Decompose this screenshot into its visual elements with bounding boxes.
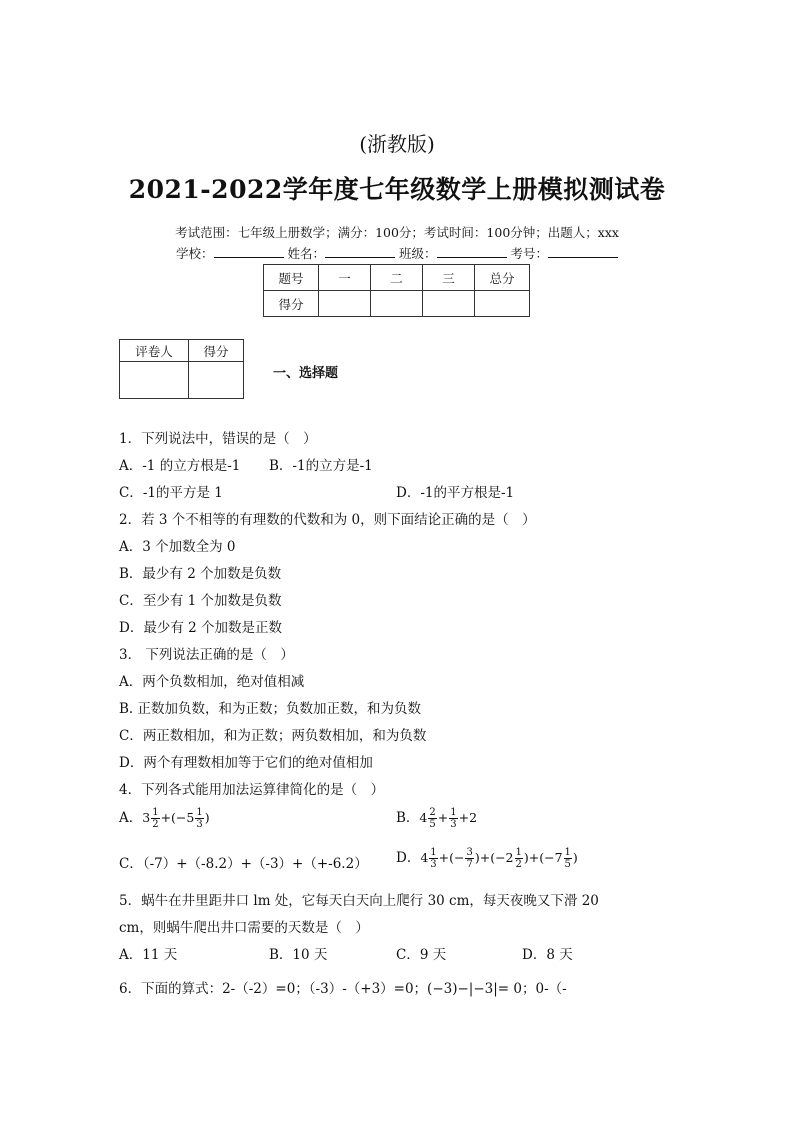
fraction: $\frac{1}{3}$	[430, 847, 437, 870]
option-a: A．3 个加数全为 0	[119, 539, 236, 555]
option-b: B．最少有 2 个加数是负数	[119, 566, 282, 582]
class-label: 班级：	[398, 246, 437, 261]
option-b: B. 正数加负数，和为正数；负数加正数，和为负数	[119, 701, 422, 717]
fraction: $\frac{1}{2}$	[515, 847, 522, 870]
score-header-cell: 三	[423, 265, 475, 291]
review-cell	[189, 362, 244, 399]
fraction: $\frac{1}{2}$	[152, 807, 159, 830]
option-d: D．最少有 2 个加数是正数	[119, 620, 282, 636]
section-title: 一、选择题	[273, 366, 339, 381]
math-expression: 4 $\frac{2}{5}$ + $\frac{1}{3}$ +2	[419, 807, 478, 830]
option-c: C．9 天	[396, 947, 447, 963]
math-expression: 4 $\frac{1}{3}$ +(− $\frac{3}{7}$ )+(−2 $\frac{1}{2}$ )+(−7 $\frac{1}{5}$ )	[420, 847, 578, 870]
review-header-cell: 评卷人	[120, 340, 189, 362]
exam-number-label: 考号：	[510, 246, 548, 261]
option-label: A．	[119, 810, 143, 826]
option-d: D．-1的平方根是-1	[396, 485, 515, 501]
option-b: B．-1的立方是-1	[269, 458, 373, 474]
score-cell	[371, 291, 423, 317]
question-stem: 2．若 3 个不相等的有理数的代数和为 0，则下面结论正确的是（ ）	[119, 512, 536, 528]
option-d: D．两个有理数相加等于它们的绝对值相加	[119, 755, 373, 771]
score-header-cell: 二	[371, 265, 423, 291]
option-b	[396, 806, 477, 830]
review-header-cell: 得分	[189, 340, 244, 362]
score-header-cell: 一	[319, 265, 371, 291]
name-blank	[325, 245, 395, 258]
fraction: $\frac{1}{5}$	[564, 847, 571, 870]
name-label: 姓名：	[287, 246, 325, 261]
fraction: $\frac{3}{7}$	[466, 847, 473, 870]
score-cell	[475, 291, 530, 317]
exam-info: 考试范围：七年级上册数学；满分：100分；考试时间：100分钟；出题人；xxx	[175, 225, 619, 240]
question-stem: 6．下面的算式：2-（-2）=0；（-3）-（+3）=0；(−3)−|−3|= 0；0-（-	[119, 981, 567, 997]
question-stem: 5．蜗牛在井里距井口 lm 处，它每天白天向上爬行 30 cm，每天夜晚又下滑 20	[119, 893, 599, 909]
math-expression: 3 $\frac{1}{2}$ +(−5 $\frac{1}{3}$ )	[142, 807, 210, 830]
option-a	[119, 806, 210, 830]
score-cell	[319, 291, 371, 317]
option-a: A．11 天	[119, 947, 178, 963]
option-label: D．	[396, 850, 421, 866]
fraction: $\frac{1}{3}$	[196, 807, 203, 830]
question-stem: 3． 下列说法正确的是（ ）	[119, 647, 294, 663]
class-blank	[437, 245, 507, 258]
option-c: C．至少有 1 个加数是负数	[119, 593, 282, 609]
fraction: $\frac{1}{3}$	[450, 807, 457, 830]
score-cell	[423, 291, 475, 317]
option-b: B．10 天	[269, 947, 328, 963]
score-header-cell: 题号	[264, 265, 319, 291]
review-table	[119, 339, 244, 399]
option-a: A．-1 的立方根是-1	[119, 458, 241, 474]
score-header-cell: 总分	[475, 265, 530, 291]
review-cell	[120, 362, 189, 399]
option-c: C．（-7）+（-8.2）+（-3）+（+-6.2）	[119, 856, 368, 872]
option-label: B．	[396, 810, 420, 826]
fraction: $\frac{2}{5}$	[429, 807, 436, 830]
exam-edition: (浙教版)	[359, 132, 435, 156]
student-fields	[0, 244, 794, 262]
exam-title: 2021-2022学年度七年级数学上册模拟测试卷	[128, 175, 666, 204]
option-c: C．-1的平方是 1	[119, 485, 223, 501]
score-table	[263, 264, 530, 317]
question-stem-continued: cm，则蜗牛爬出井口需要的天数是（ ）	[119, 920, 369, 936]
score-row-label: 得分	[264, 291, 319, 317]
question-stem: 4．下列各式能用加法运算律简化的是（ ）	[119, 782, 385, 798]
option-d: D．8 天	[522, 947, 573, 963]
option-c: C．两正数相加，和为正数；两负数相加，和为负数	[119, 728, 427, 744]
exam-number-blank	[548, 245, 618, 258]
school-blank	[214, 245, 284, 258]
question-stem: 1．下列说法中，错误的是（ ）	[119, 431, 317, 447]
option-d	[396, 846, 578, 870]
option-a: A．两个负数相加，绝对值相减	[119, 674, 305, 690]
school-label: 学校：	[175, 246, 214, 261]
